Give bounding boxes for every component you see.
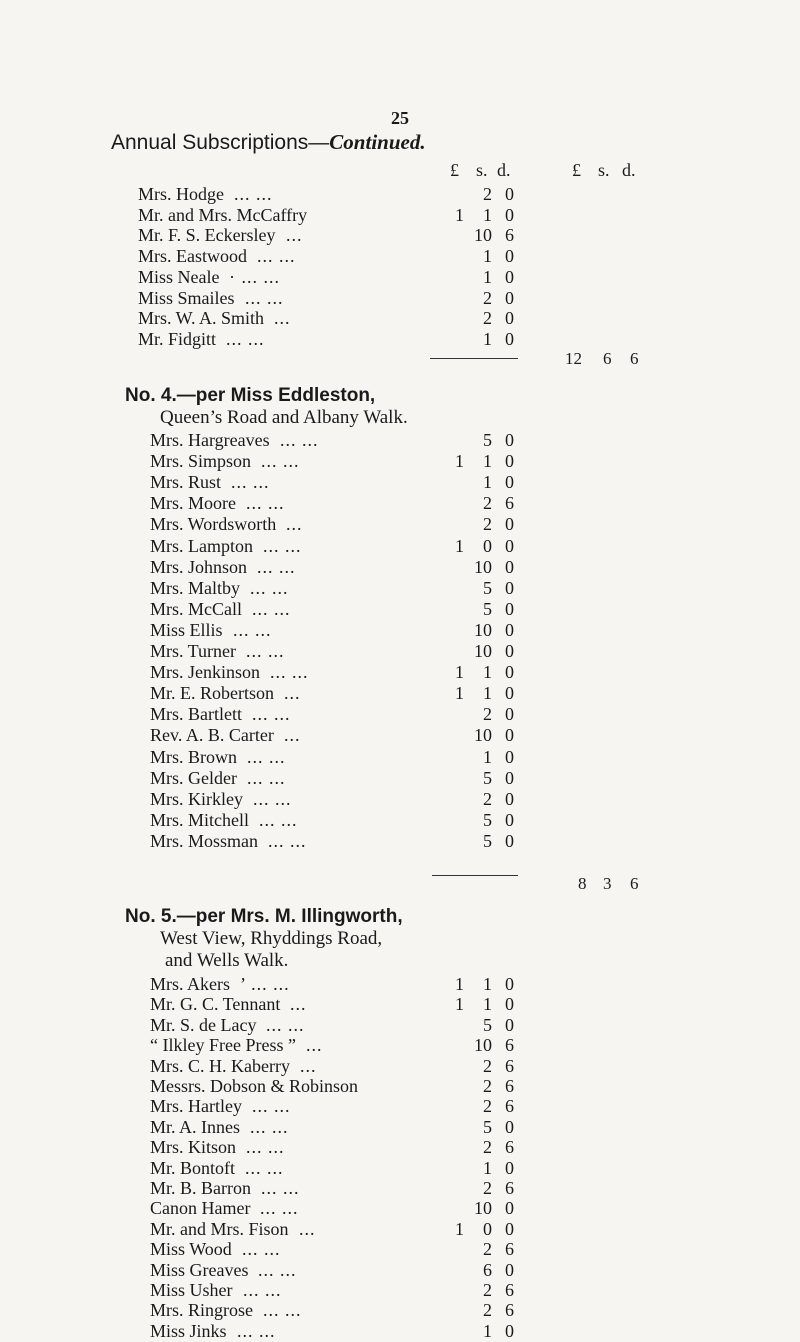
list-item	[0, 1320, 800, 1342]
subscriber-name: Mrs. Maltby	[150, 577, 240, 598]
subscriber-name: “ Ilkley Free Press ”	[150, 1035, 296, 1056]
leader-dots: ... ...	[242, 1239, 281, 1260]
amount-shillings: 1	[483, 246, 492, 267]
amount-pence: 0	[505, 266, 514, 287]
total-pence: 6	[630, 349, 639, 368]
leader-dots: ...	[274, 308, 291, 329]
amount-shillings: 2	[483, 788, 492, 809]
amount-pence: 0	[505, 830, 514, 851]
subscriber-name: Mrs. Brown	[150, 746, 238, 767]
amount-shillings: 2	[483, 1096, 492, 1117]
list-item	[0, 1055, 800, 1077]
amount-pounds: 1	[455, 451, 464, 472]
leader-dots: ... ...	[268, 830, 307, 851]
amount-shillings: 1	[483, 746, 492, 767]
amount-shillings: 5	[483, 1116, 492, 1137]
list-item	[0, 993, 800, 1015]
amount-shillings: 10	[474, 225, 492, 246]
subscriber-name: Mr. and Mrs. McCaffry	[138, 204, 308, 225]
pounds-header: £	[450, 160, 459, 180]
amount-shillings: 2	[483, 704, 492, 725]
amount-shillings: 2	[483, 1076, 492, 1096]
amount-pence: 0	[505, 246, 514, 267]
amount-pounds: 1	[455, 974, 464, 994]
leader-dots: ... ...	[266, 1014, 305, 1035]
amount-pence: 0	[505, 1320, 514, 1341]
list-item	[0, 513, 800, 535]
amount-pounds: 1	[455, 662, 464, 683]
amount-pence: 0	[505, 788, 514, 809]
subscriber-name: Mr. Fidgitt	[138, 328, 217, 349]
amount-shillings: 10	[474, 641, 492, 661]
subscriber-name: Rev. A. B. Carter	[150, 725, 274, 746]
subscriber-name: Mrs. Kitson	[150, 1137, 237, 1158]
total-pounds: 8	[578, 874, 587, 893]
amount-pence: 0	[505, 994, 514, 1015]
list-item	[0, 788, 800, 810]
list-item	[0, 1157, 800, 1179]
amount-shillings: 1	[483, 328, 492, 349]
amount-pence: 6	[505, 1055, 514, 1076]
amount-pence: 0	[505, 662, 514, 683]
amount-pence: 0	[505, 204, 514, 225]
amount-pence: 6	[505, 1300, 514, 1321]
leader-dots: ... ...	[250, 577, 289, 598]
amount-shillings: 2	[483, 1300, 492, 1321]
amount-pence: 0	[505, 641, 514, 661]
list-item	[0, 1238, 800, 1260]
list-item	[0, 556, 800, 578]
amount-pence: 0	[505, 1259, 514, 1280]
list-item	[0, 183, 800, 205]
subscriber-name: Mr. E. Robertson	[150, 683, 274, 704]
amount-pence: 0	[505, 619, 514, 640]
subscriber-name: Mrs. C. H. Kaberry	[150, 1055, 290, 1076]
list-item	[0, 682, 800, 704]
amount-pence: 0	[505, 683, 514, 704]
leader-dots: ... ...	[246, 1137, 285, 1158]
amount-pence: 6	[505, 225, 514, 246]
amount-shillings: 5	[483, 1014, 492, 1035]
list-item	[0, 224, 800, 246]
subscriber-name: Mr. F. S. Eckersley	[138, 225, 276, 246]
section-4-subtitle: Queen’s Road and Albany Walk.	[160, 407, 408, 428]
amount-shillings: 5	[483, 430, 492, 450]
list-item	[0, 746, 800, 768]
amount-shillings: 1	[483, 662, 492, 683]
amount-shillings: 6	[483, 1259, 492, 1280]
leader-dots: ... ...	[237, 1320, 276, 1341]
subscriber-name: Mrs. Hartley	[150, 1096, 242, 1117]
subscriber-name: Mrs. Mossman	[150, 830, 259, 851]
amount-pence: 0	[505, 704, 514, 725]
amount-shillings: 0	[483, 1218, 492, 1239]
amount-pence: 0	[505, 1116, 514, 1137]
list-item	[0, 1116, 800, 1138]
amount-pence: 0	[505, 328, 514, 349]
amount-pence: 6	[505, 1137, 514, 1158]
shillings-header: s.	[476, 160, 488, 180]
subscriber-name: Mrs. Eastwood	[138, 246, 247, 267]
leader-dots: ...	[286, 514, 303, 535]
amount-shillings: 1	[483, 451, 492, 472]
amount-shillings: 1	[483, 204, 492, 225]
list-item	[0, 471, 800, 493]
amount-pence: 6	[505, 1076, 514, 1096]
leader-dots: ’ ... ...	[240, 974, 290, 994]
amount-shillings: 10	[474, 556, 492, 577]
amount-shillings: 2	[483, 514, 492, 535]
amount-shillings: 1	[483, 994, 492, 1015]
heading-continued: Continued.	[329, 130, 426, 154]
amount-pence: 0	[505, 1218, 514, 1239]
amount-pence: 6	[505, 493, 514, 514]
subscriber-name: Mr. Bontoft	[150, 1157, 236, 1178]
subscriber-name: Mrs. Gelder	[150, 767, 237, 788]
amount-pence: 0	[505, 287, 514, 308]
amount-shillings: 1	[483, 683, 492, 704]
amount-pence: 6	[505, 1280, 514, 1300]
amount-shillings: 2	[483, 1280, 492, 1300]
amount-pence: 0	[505, 556, 514, 577]
amount-pence: 0	[505, 725, 514, 746]
list-item	[0, 492, 800, 514]
leader-dots: ... ...	[246, 493, 285, 514]
list-item	[0, 767, 800, 789]
subscriber-name: Mr. B. Barron	[150, 1178, 251, 1198]
subscriber-name: Mrs. Hodge	[138, 184, 224, 204]
leader-dots: ... ...	[270, 662, 309, 683]
leader-dots: ... ...	[226, 328, 265, 349]
leader-dots: ... ...	[245, 287, 284, 308]
subscriber-name: Miss Wood	[150, 1239, 232, 1260]
amount-pence: 0	[505, 535, 514, 556]
subscriber-name: Miss Jinks	[150, 1320, 227, 1341]
amount-pence: 0	[505, 577, 514, 598]
pounds-header: £	[572, 160, 581, 180]
total-shillings: 3	[603, 874, 612, 893]
subscriber-name: Mr. and Mrs. Fison	[150, 1218, 289, 1239]
pence-header: d.	[497, 160, 511, 180]
amount-shillings: 2	[483, 184, 492, 204]
leader-dots: ... ...	[252, 1096, 291, 1117]
amount-shillings: 10	[474, 1198, 492, 1219]
leader-dots: ...	[284, 725, 301, 746]
list-item	[0, 328, 800, 350]
amount-shillings: 5	[483, 830, 492, 851]
list-item	[0, 266, 800, 288]
leader-dots: ...	[290, 994, 307, 1015]
leader-dots: ... ...	[259, 809, 298, 830]
amount-shillings: 5	[483, 577, 492, 598]
leader-dots: ... ...	[234, 184, 273, 204]
amount-shillings: 2	[483, 1055, 492, 1076]
amount-pounds: 1	[455, 994, 464, 1015]
heading-title: Annual Subscriptions—	[111, 131, 330, 154]
list-item	[0, 619, 800, 641]
amount-shillings: 10	[474, 619, 492, 640]
leader-dots: ... ...	[263, 1300, 302, 1321]
list-item	[0, 287, 800, 309]
subscriber-name: Miss Ellis	[150, 619, 223, 640]
list-item	[0, 1014, 800, 1036]
list-item	[0, 809, 800, 831]
list-item	[0, 1095, 800, 1117]
subscriber-name: Mrs. Wordsworth	[150, 514, 277, 535]
section-5-title: No. 5.—per Mrs. M. Illingworth,	[125, 906, 403, 927]
amount-pence: 0	[505, 746, 514, 767]
list-item	[0, 1136, 800, 1158]
pence-header: d.	[622, 160, 636, 180]
section-5-subtitle-1: West View, Rhyddings Road,	[160, 928, 383, 949]
leader-dots: ...	[300, 1055, 317, 1076]
total-pence: 6	[630, 874, 639, 893]
amount-shillings: 10	[474, 1035, 492, 1056]
amount-shillings: 1	[483, 1320, 492, 1341]
subscriber-name: Messrs. Dobson & Robinson	[150, 1076, 359, 1096]
leader-dots: ...	[286, 225, 303, 246]
amount-pounds: 1	[455, 204, 464, 225]
amount-shillings: 2	[483, 308, 492, 329]
section-1-rule	[430, 358, 518, 359]
leader-dots: ... ...	[245, 1157, 284, 1178]
section-5-subtitle-2: and Wells Walk.	[165, 950, 289, 971]
amount-pence: 0	[505, 472, 514, 493]
leader-dots: ... ...	[258, 1259, 297, 1280]
amount-shillings: 2	[483, 1137, 492, 1158]
list-item	[0, 450, 800, 472]
list-item	[0, 535, 800, 557]
amount-pence: 0	[505, 430, 514, 450]
amount-shillings: 5	[483, 767, 492, 788]
leader-dots: ... ...	[247, 767, 286, 788]
leader-dots: ... ...	[257, 556, 296, 577]
amount-pence: 0	[505, 809, 514, 830]
subscriber-name: Canon Hamer	[150, 1198, 251, 1219]
amount-shillings: 1	[483, 974, 492, 994]
list-item	[0, 1279, 800, 1301]
subscriber-name: Mrs. W. A. Smith	[138, 308, 265, 329]
list-item	[0, 1034, 800, 1056]
shillings-header: s.	[598, 160, 610, 180]
list-item	[0, 307, 800, 329]
list-item	[0, 598, 800, 620]
amount-shillings: 1	[483, 266, 492, 287]
amount-shillings: 1	[483, 472, 492, 493]
list-item	[0, 1218, 800, 1240]
leader-dots: ...	[299, 1218, 316, 1239]
leader-dots: ... ...	[252, 598, 291, 619]
list-item	[0, 429, 800, 451]
subscriber-name: Mrs. Bartlett	[150, 704, 242, 725]
leader-dots: ... ...	[243, 1280, 282, 1300]
subscriber-name: Mrs. Hargreaves	[150, 430, 270, 450]
leader-dots: ... ...	[233, 619, 272, 640]
subscriber-name: Mrs. McCall	[150, 598, 242, 619]
total-pounds: 12	[565, 349, 582, 368]
leader-dots: ... ...	[246, 641, 285, 661]
leader-dots: ... ...	[250, 1116, 289, 1137]
amount-shillings: 5	[483, 809, 492, 830]
amount-shillings: 10	[474, 725, 492, 746]
subscriber-name: Mrs. Lampton	[150, 535, 253, 556]
page-heading	[111, 130, 426, 155]
leader-dots: ... ...	[261, 451, 300, 472]
amount-pence: 6	[505, 1096, 514, 1117]
leader-dots: ...	[306, 1035, 323, 1056]
amount-pence: 0	[505, 598, 514, 619]
subscriber-name: Miss Smailes	[138, 287, 235, 308]
amount-pence: 6	[505, 1178, 514, 1198]
section-4-title: No. 4.—per Miss Eddleston,	[125, 385, 376, 406]
leader-dots: ... ...	[280, 430, 319, 450]
list-item	[0, 973, 800, 995]
subscriber-name: Mrs. Akers	[150, 974, 230, 994]
subscriber-name: Miss Neale	[138, 266, 220, 287]
list-item	[0, 661, 800, 683]
subscriber-name: Mrs. Jenkinson	[150, 662, 261, 683]
amount-pounds: 1	[455, 683, 464, 704]
leader-dots: ... ...	[231, 472, 270, 493]
subscriber-name: Mr. S. de Lacy	[150, 1014, 257, 1035]
subscriber-name: Mrs. Turner	[150, 641, 237, 661]
amount-shillings: 5	[483, 598, 492, 619]
amount-pence: 0	[505, 184, 514, 204]
amount-shillings: 2	[483, 1239, 492, 1260]
subscriber-name: Mrs. Simpson	[150, 451, 252, 472]
subscriber-name: Mrs. Moore	[150, 493, 236, 514]
list-item	[0, 245, 800, 267]
subscriber-name: Mrs. Johnson	[150, 556, 248, 577]
list-item	[0, 577, 800, 599]
section-4-rule	[432, 875, 518, 876]
amount-pence: 0	[505, 1198, 514, 1219]
leader-dots: ... ...	[263, 535, 302, 556]
page-number: 25	[391, 108, 409, 128]
subscriber-name: Miss Greaves	[150, 1259, 249, 1280]
list-item	[0, 204, 800, 226]
leader-dots: ... ...	[261, 1178, 300, 1198]
list-item	[0, 1177, 800, 1199]
amount-pence: 0	[505, 767, 514, 788]
subscriber-name: Mr. A. Innes	[150, 1116, 240, 1137]
amount-shillings: 1	[483, 1157, 492, 1178]
amount-pence: 6	[505, 1035, 514, 1056]
amount-shillings: 2	[483, 493, 492, 514]
amount-pounds: 1	[455, 535, 464, 556]
leader-dots: ... ...	[247, 746, 286, 767]
list-item	[0, 703, 800, 725]
leader-dots: ... ...	[260, 1198, 299, 1219]
list-item	[0, 1197, 800, 1219]
amount-pounds: 1	[455, 1218, 464, 1239]
list-item	[0, 1075, 800, 1097]
list-item	[0, 724, 800, 746]
leader-dots: · ... ...	[229, 266, 280, 287]
leader-dots: ...	[284, 683, 301, 704]
amount-pence: 0	[505, 1157, 514, 1178]
subscriber-name: Miss Usher	[150, 1280, 233, 1300]
subscriber-name: Mr. G. C. Tennant	[150, 994, 281, 1015]
subscriber-name: Mrs. Kirkley	[150, 788, 243, 809]
subscriber-name: Mrs. Mitchell	[150, 809, 249, 830]
amount-shillings: 0	[483, 535, 492, 556]
leader-dots: ... ...	[257, 246, 296, 267]
list-item	[0, 640, 800, 662]
list-item	[0, 1299, 800, 1321]
amount-pence: 0	[505, 308, 514, 329]
list-item	[0, 830, 800, 852]
leader-dots: ... ...	[253, 788, 292, 809]
amount-shillings: 2	[483, 1178, 492, 1198]
amount-pence: 6	[505, 1239, 514, 1260]
total-shillings: 6	[603, 349, 612, 368]
amount-pence: 0	[505, 451, 514, 472]
subscriber-name: Mrs. Ringrose	[150, 1300, 253, 1321]
list-item	[0, 1259, 800, 1281]
amount-pence: 0	[505, 514, 514, 535]
leader-dots: ... ...	[252, 704, 291, 725]
subscriber-name: Mrs. Rust	[150, 472, 222, 493]
amount-pence: 0	[505, 1014, 514, 1035]
amount-shillings: 2	[483, 287, 492, 308]
amount-pence: 0	[505, 974, 514, 994]
